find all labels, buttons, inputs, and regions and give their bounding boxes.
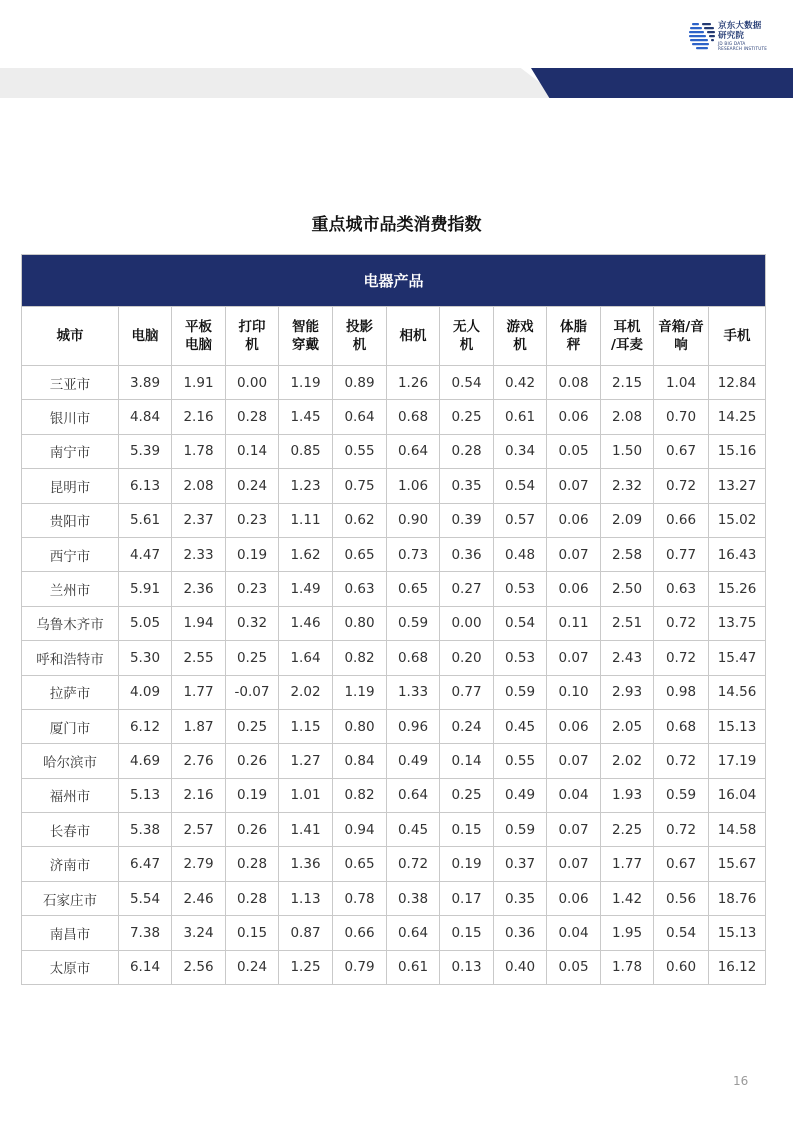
- column-header: 相机: [387, 307, 440, 366]
- table-row: [22, 709, 766, 743]
- column-header: 无人 机: [440, 307, 494, 366]
- index-cell: 5.54: [119, 881, 172, 915]
- table-row: [22, 503, 766, 537]
- index-cell: 1.46: [279, 606, 333, 640]
- index-cell: 1.06: [387, 469, 440, 503]
- index-cell: 0.38: [387, 881, 440, 915]
- city-cell: 石家庄市: [22, 881, 119, 915]
- index-cell: 1.94: [172, 606, 226, 640]
- index-cell: 1.78: [172, 434, 226, 468]
- city-cell: 贵阳市: [22, 503, 119, 537]
- column-header: 耳机 /耳麦: [601, 307, 654, 366]
- city-cell: 拉萨市: [22, 675, 119, 709]
- column-header: 手机: [709, 307, 766, 366]
- index-cell: 0.19: [226, 537, 279, 571]
- index-cell: 0.17: [440, 881, 494, 915]
- index-cell: 0.05: [547, 950, 601, 984]
- jd-big-data-logo: [689, 20, 769, 54]
- column-header-row: [22, 307, 766, 366]
- index-cell: 0.06: [547, 709, 601, 743]
- index-cell: 1.11: [279, 503, 333, 537]
- index-cell: 0.06: [547, 572, 601, 606]
- index-cell: 0.07: [547, 813, 601, 847]
- index-cell: 0.59: [494, 675, 547, 709]
- index-cell: 0.67: [654, 434, 709, 468]
- index-cell: 5.30: [119, 641, 172, 675]
- column-header: 体脂 秤: [547, 307, 601, 366]
- index-cell: 2.16: [172, 400, 226, 434]
- table-row: [22, 434, 766, 468]
- city-cell: 哈尔滨市: [22, 744, 119, 778]
- index-cell: 2.51: [601, 606, 654, 640]
- city-cell: 福州市: [22, 778, 119, 812]
- index-cell: 0.04: [547, 778, 601, 812]
- index-cell: 2.05: [601, 709, 654, 743]
- index-cell: 0.07: [547, 537, 601, 571]
- table-row: [22, 366, 766, 400]
- index-cell: 14.56: [709, 675, 766, 709]
- column-header: 智能 穿戴: [279, 307, 333, 366]
- index-cell: 0.72: [654, 813, 709, 847]
- logo-mark-icon: [689, 20, 715, 50]
- index-cell: 0.40: [494, 950, 547, 984]
- index-cell: 1.64: [279, 641, 333, 675]
- index-cell: 2.32: [601, 469, 654, 503]
- index-cell: 0.14: [440, 744, 494, 778]
- city-cell: 济南市: [22, 847, 119, 881]
- city-cell: 西宁市: [22, 537, 119, 571]
- index-cell: 0.59: [654, 778, 709, 812]
- index-cell: 0.19: [440, 847, 494, 881]
- index-cell: 2.57: [172, 813, 226, 847]
- index-cell: 2.79: [172, 847, 226, 881]
- index-cell: 15.47: [709, 641, 766, 675]
- header-band-navy: [531, 68, 793, 98]
- index-cell: 0.00: [440, 606, 494, 640]
- page-title: 重点城市品类消费指数: [311, 215, 482, 235]
- category-banner: 电器产品: [22, 255, 766, 307]
- index-cell: 0.82: [333, 641, 387, 675]
- index-cell: 0.06: [547, 881, 601, 915]
- index-cell: 0.72: [654, 469, 709, 503]
- index-cell: 0.10: [547, 675, 601, 709]
- index-cell: 0.64: [387, 778, 440, 812]
- index-cell: 0.25: [440, 400, 494, 434]
- index-cell: 0.60: [654, 950, 709, 984]
- index-cell: 0.13: [440, 950, 494, 984]
- index-cell: 15.26: [709, 572, 766, 606]
- index-cell: 0.72: [654, 606, 709, 640]
- index-cell: 2.16: [172, 778, 226, 812]
- index-cell: 16.12: [709, 950, 766, 984]
- logo-name-en: JD BIG DATA RESEARCH INSTITUTE: [718, 41, 768, 51]
- index-cell: 2.56: [172, 950, 226, 984]
- index-cell: 0.56: [654, 881, 709, 915]
- index-cell: 0.36: [440, 537, 494, 571]
- index-cell: 0.98: [654, 675, 709, 709]
- index-cell: 15.16: [709, 434, 766, 468]
- index-cell: 14.25: [709, 400, 766, 434]
- table-row: [22, 675, 766, 709]
- index-cell: 0.65: [333, 537, 387, 571]
- column-header: 平板 电脑: [172, 307, 226, 366]
- city-cell: 南昌市: [22, 916, 119, 950]
- index-cell: 2.43: [601, 641, 654, 675]
- column-header: 音箱/音 响: [654, 307, 709, 366]
- table-row: [22, 778, 766, 812]
- column-header: 打印 机: [226, 307, 279, 366]
- index-cell: 1.87: [172, 709, 226, 743]
- index-cell: 1.77: [172, 675, 226, 709]
- index-cell: 6.47: [119, 847, 172, 881]
- index-cell: 0.68: [387, 641, 440, 675]
- index-cell: 1.13: [279, 881, 333, 915]
- index-cell: 0.55: [494, 744, 547, 778]
- page-number: 16: [733, 1074, 749, 1088]
- index-cell: 5.91: [119, 572, 172, 606]
- index-cell: 0.68: [654, 709, 709, 743]
- index-cell: 0.36: [494, 916, 547, 950]
- index-cell: 16.04: [709, 778, 766, 812]
- index-cell: 2.33: [172, 537, 226, 571]
- index-cell: 0.62: [333, 503, 387, 537]
- index-cell: 0.07: [547, 469, 601, 503]
- index-cell: 2.46: [172, 881, 226, 915]
- index-cell: 0.75: [333, 469, 387, 503]
- table-row: [22, 847, 766, 881]
- index-cell: 2.50: [601, 572, 654, 606]
- city-cell: 长春市: [22, 813, 119, 847]
- index-cell: 13.75: [709, 606, 766, 640]
- index-cell: 1.49: [279, 572, 333, 606]
- index-cell: 2.15: [601, 366, 654, 400]
- table-row: [22, 469, 766, 503]
- index-cell: 0.28: [226, 847, 279, 881]
- index-cell: 1.77: [601, 847, 654, 881]
- index-cell: 1.62: [279, 537, 333, 571]
- index-cell: 0.15: [226, 916, 279, 950]
- index-cell: 0.78: [333, 881, 387, 915]
- table-row: [22, 537, 766, 571]
- index-cell: 0.67: [654, 847, 709, 881]
- index-cell: 0.72: [654, 641, 709, 675]
- index-cell: 0.39: [440, 503, 494, 537]
- consumption-index-table: [21, 254, 766, 985]
- index-cell: 0.15: [440, 916, 494, 950]
- index-cell: 0.77: [654, 537, 709, 571]
- table-row: [22, 606, 766, 640]
- index-cell: 0.79: [333, 950, 387, 984]
- table-row: [22, 881, 766, 915]
- table-row: [22, 400, 766, 434]
- index-cell: 0.48: [494, 537, 547, 571]
- index-cell: 4.47: [119, 537, 172, 571]
- index-cell: 1.42: [601, 881, 654, 915]
- index-cell: 0.94: [333, 813, 387, 847]
- index-cell: 0.06: [547, 503, 601, 537]
- index-cell: 0.07: [547, 641, 601, 675]
- index-cell: 0.49: [387, 744, 440, 778]
- index-cell: 5.61: [119, 503, 172, 537]
- index-cell: 2.58: [601, 537, 654, 571]
- index-cell: 12.84: [709, 366, 766, 400]
- column-header: 电脑: [119, 307, 172, 366]
- index-cell: 0.53: [494, 641, 547, 675]
- index-cell: 0.84: [333, 744, 387, 778]
- index-cell: 15.13: [709, 709, 766, 743]
- index-cell: 14.58: [709, 813, 766, 847]
- index-cell: 0.24: [226, 469, 279, 503]
- index-cell: 2.55: [172, 641, 226, 675]
- column-header: 投影 机: [333, 307, 387, 366]
- table-row: [22, 641, 766, 675]
- index-cell: 0.34: [494, 434, 547, 468]
- index-cell: 0.19: [226, 778, 279, 812]
- index-cell: 0.66: [654, 503, 709, 537]
- index-cell: 15.67: [709, 847, 766, 881]
- index-cell: 0.37: [494, 847, 547, 881]
- city-cell: 兰州市: [22, 572, 119, 606]
- index-cell: 2.09: [601, 503, 654, 537]
- index-cell: 0.06: [547, 400, 601, 434]
- index-cell: 7.38: [119, 916, 172, 950]
- index-cell: 1.45: [279, 400, 333, 434]
- city-cell: 三亚市: [22, 366, 119, 400]
- index-cell: 1.41: [279, 813, 333, 847]
- index-cell: 16.43: [709, 537, 766, 571]
- index-cell: 1.36: [279, 847, 333, 881]
- index-cell: 1.91: [172, 366, 226, 400]
- table-row: [22, 916, 766, 950]
- index-cell: 5.13: [119, 778, 172, 812]
- index-cell: 0.73: [387, 537, 440, 571]
- index-cell: 2.93: [601, 675, 654, 709]
- index-cell: 4.84: [119, 400, 172, 434]
- index-cell: 0.23: [226, 503, 279, 537]
- index-cell: 0.54: [494, 469, 547, 503]
- index-cell: 0.27: [440, 572, 494, 606]
- table-row: [22, 813, 766, 847]
- header-band-gray: [0, 68, 560, 98]
- index-cell: 0.72: [387, 847, 440, 881]
- index-cell: 1.95: [601, 916, 654, 950]
- index-cell: 1.19: [279, 366, 333, 400]
- city-cell: 昆明市: [22, 469, 119, 503]
- index-cell: 0.64: [333, 400, 387, 434]
- index-cell: 0.61: [387, 950, 440, 984]
- index-cell: 0.23: [226, 572, 279, 606]
- index-cell: 0.72: [654, 744, 709, 778]
- index-cell: 3.24: [172, 916, 226, 950]
- index-cell: 1.25: [279, 950, 333, 984]
- index-cell: 17.19: [709, 744, 766, 778]
- index-cell: 0.82: [333, 778, 387, 812]
- index-cell: 0.24: [226, 950, 279, 984]
- index-cell: 1.93: [601, 778, 654, 812]
- index-cell: 15.02: [709, 503, 766, 537]
- index-cell: 6.12: [119, 709, 172, 743]
- index-cell: 0.70: [654, 400, 709, 434]
- index-cell: 1.01: [279, 778, 333, 812]
- index-cell: 0.20: [440, 641, 494, 675]
- index-cell: 1.78: [601, 950, 654, 984]
- logo-name-cn: 京东大数据研究院: [718, 21, 762, 41]
- index-cell: 0.11: [547, 606, 601, 640]
- index-cell: 15.13: [709, 916, 766, 950]
- index-cell: 0.26: [226, 744, 279, 778]
- city-cell: 乌鲁木齐市: [22, 606, 119, 640]
- table-row: [22, 572, 766, 606]
- index-cell: 0.80: [333, 709, 387, 743]
- index-cell: 0.14: [226, 434, 279, 468]
- index-cell: 0.96: [387, 709, 440, 743]
- index-cell: 0.61: [494, 400, 547, 434]
- index-cell: 4.09: [119, 675, 172, 709]
- index-cell: 0.87: [279, 916, 333, 950]
- index-cell: 0.57: [494, 503, 547, 537]
- index-cell: 0.66: [333, 916, 387, 950]
- index-cell: 1.15: [279, 709, 333, 743]
- index-cell: 0.55: [333, 434, 387, 468]
- index-cell: 0.04: [547, 916, 601, 950]
- index-cell: 0.28: [226, 400, 279, 434]
- index-cell: 0.35: [494, 881, 547, 915]
- index-cell: 5.39: [119, 434, 172, 468]
- index-cell: 0.28: [440, 434, 494, 468]
- index-cell: 0.65: [333, 847, 387, 881]
- table-row: [22, 950, 766, 984]
- table-body: [22, 366, 766, 985]
- city-cell: 呼和浩特市: [22, 641, 119, 675]
- city-cell: 银川市: [22, 400, 119, 434]
- index-cell: 2.76: [172, 744, 226, 778]
- index-cell: 2.37: [172, 503, 226, 537]
- index-cell: 1.50: [601, 434, 654, 468]
- index-cell: 1.33: [387, 675, 440, 709]
- index-cell: 18.76: [709, 881, 766, 915]
- index-cell: 0.63: [333, 572, 387, 606]
- index-cell: 0.54: [654, 916, 709, 950]
- index-cell: 0.07: [547, 744, 601, 778]
- index-cell: 6.13: [119, 469, 172, 503]
- index-cell: 1.19: [333, 675, 387, 709]
- index-cell: -0.07: [226, 675, 279, 709]
- index-cell: 0.45: [387, 813, 440, 847]
- index-cell: 0.32: [226, 606, 279, 640]
- index-cell: 2.25: [601, 813, 654, 847]
- index-cell: 0.65: [387, 572, 440, 606]
- column-header: 游戏 机: [494, 307, 547, 366]
- index-cell: 0.07: [547, 847, 601, 881]
- index-cell: 0.35: [440, 469, 494, 503]
- index-cell: 2.08: [601, 400, 654, 434]
- index-cell: 0.59: [494, 813, 547, 847]
- index-cell: 0.45: [494, 709, 547, 743]
- index-cell: 0.90: [387, 503, 440, 537]
- index-cell: 0.64: [387, 916, 440, 950]
- index-cell: 0.08: [547, 366, 601, 400]
- index-cell: 1.26: [387, 366, 440, 400]
- table-row: [22, 744, 766, 778]
- index-cell: 0.25: [440, 778, 494, 812]
- index-cell: 0.77: [440, 675, 494, 709]
- index-cell: 3.89: [119, 366, 172, 400]
- index-cell: 13.27: [709, 469, 766, 503]
- index-cell: 0.85: [279, 434, 333, 468]
- index-cell: 0.24: [440, 709, 494, 743]
- index-cell: 2.02: [279, 675, 333, 709]
- index-cell: 0.53: [494, 572, 547, 606]
- index-cell: 0.54: [440, 366, 494, 400]
- index-cell: 0.80: [333, 606, 387, 640]
- index-cell: 0.49: [494, 778, 547, 812]
- city-cell: 厦门市: [22, 709, 119, 743]
- index-cell: 1.04: [654, 366, 709, 400]
- index-cell: 2.36: [172, 572, 226, 606]
- index-cell: 5.38: [119, 813, 172, 847]
- index-cell: 0.25: [226, 641, 279, 675]
- index-cell: 4.69: [119, 744, 172, 778]
- index-cell: 0.63: [654, 572, 709, 606]
- index-cell: 0.59: [387, 606, 440, 640]
- index-cell: 2.08: [172, 469, 226, 503]
- index-cell: 5.05: [119, 606, 172, 640]
- index-cell: 0.68: [387, 400, 440, 434]
- index-cell: 0.42: [494, 366, 547, 400]
- index-cell: 1.23: [279, 469, 333, 503]
- index-cell: 0.89: [333, 366, 387, 400]
- column-header: 城市: [22, 307, 119, 366]
- index-cell: 0.05: [547, 434, 601, 468]
- index-cell: 2.02: [601, 744, 654, 778]
- index-cell: 0.00: [226, 366, 279, 400]
- city-cell: 太原市: [22, 950, 119, 984]
- index-cell: 0.64: [387, 434, 440, 468]
- index-cell: 0.25: [226, 709, 279, 743]
- city-cell: 南宁市: [22, 434, 119, 468]
- index-cell: 0.15: [440, 813, 494, 847]
- index-cell: 0.54: [494, 606, 547, 640]
- index-cell: 0.26: [226, 813, 279, 847]
- index-cell: 1.27: [279, 744, 333, 778]
- index-cell: 0.28: [226, 881, 279, 915]
- index-cell: 6.14: [119, 950, 172, 984]
